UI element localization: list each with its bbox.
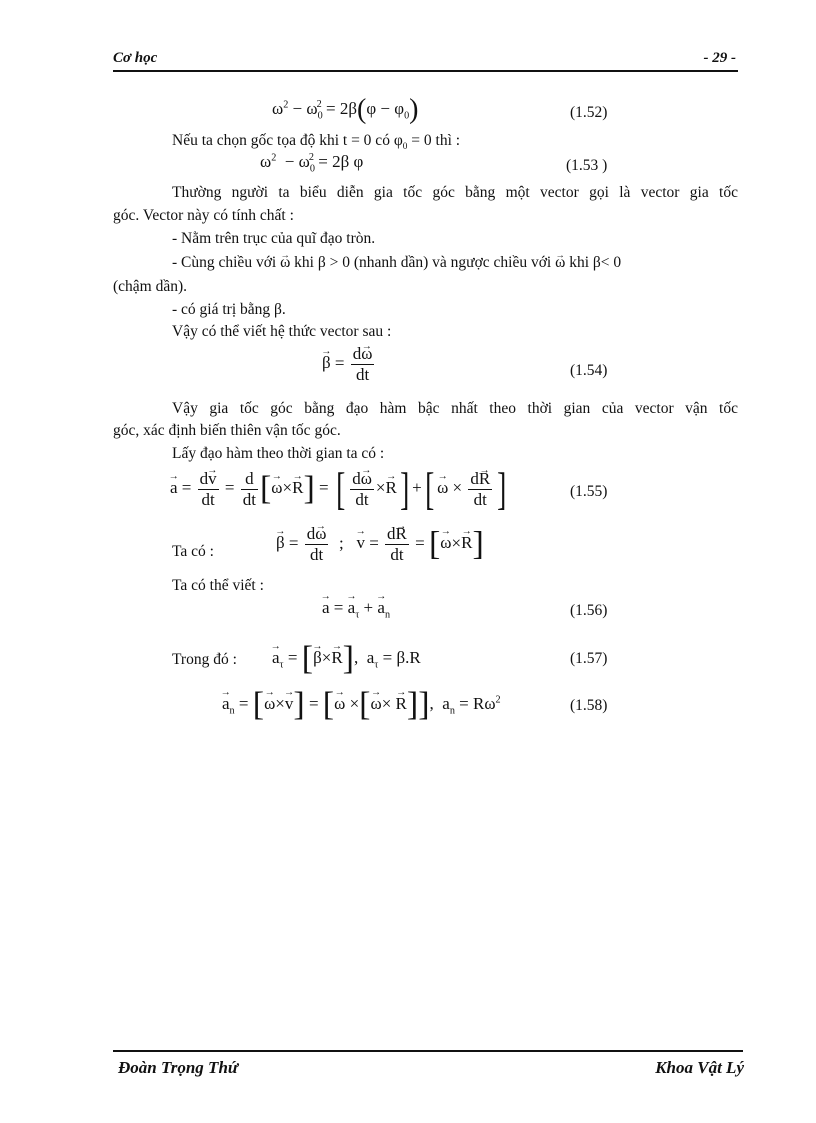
equation-1-54: → β = $\frac{d\to \omega}{dt}$ [322,344,376,385]
label-ta-co: Ta có : [172,543,214,560]
equation-1-57: → $a_\tau$ = [→ β×→ R], $a_\tau = \beta.R$ [272,642,421,676]
equation-number: (1.54) [570,362,608,379]
equation-1-52: $\omega^2 - \omega_0^2 = 2\beta(\varphi - \varphi_0)$ [272,94,419,125]
paragraph: Vậy gia tốc góc bằng đạo hàm bậc nhất theo thời gian của vector vận tốc [172,400,738,417]
paragraph-cont: góc, xác định biến thiên vận tốc góc. [113,422,341,439]
label-trong-do: Trong đó : [172,651,237,668]
paragraph-vector-def-cont: góc. Vector này có tính chất : [113,207,294,224]
header-title: Cơ học [113,50,158,66]
paragraph: Lấy đạo hàm theo thời gian ta có : [172,445,385,462]
equation-number: (1.56) [570,602,608,619]
paragraph-origin: Nếu ta chọn gốc tọa độ khi t = 0 có $\varphi_0 = 0$ thì : [172,132,461,153]
equation-number: (1.58) [570,697,608,714]
bullet-item: - Cùng chiều với → ω khi β > 0 (nhanh dần) và ngược chiều với → ω khi β< 0 [172,253,621,273]
footer-department: Khoa Vật Lý [655,1058,744,1077]
header-rule [113,70,738,72]
equation-number: (1.52) [570,104,608,121]
equation-1-56: → a = → $a_\tau$ + → $a_n$ [322,598,390,620]
bullet-item-cont: (chậm dần). [113,278,188,295]
equation-1-53: $\omega^2 - \omega_0^2 = 2\beta$ φ [260,152,364,175]
equation-1-58: → $a_n$ = [→ ω×→ v] = [→ ω ×[→ ω× → R]], $a_n = R\omega^2$ [222,688,501,722]
equation-number: (1.53 ) [566,157,608,174]
equation-1-55: → a = $\frac{d\to v}{dt}$ = $\frac{d}{dt}$ [→ ω×→ R] = [ $\frac{d\to \omega}{dt}$ ×→ R] +[→ ω × $\frac{d\to R}{dt}$ ] [170,466,510,512]
equation-number: (1.55) [570,483,608,500]
bullet-item: - Nằm trên trục của quĩ đạo tròn. [172,230,376,247]
bullet-item: - có giá trị bằng β. [172,301,286,318]
label-ta-co-the-viet: Ta có thể viết : [172,577,264,594]
footer-author: Đoàn Trọng Thứ [118,1058,239,1077]
equation-number: (1.57) [570,650,608,667]
page-number: - 29 - [703,50,736,66]
footer-rule [113,1050,743,1052]
paragraph-vector-def: Thường người ta biểu diễn gia tốc góc bằng một vector gọi là vector gia tốc [172,184,738,201]
equation-beta-v: → β = $\frac{d\to \omega}{dt}$ ; → v = $\frac{d\to R}{dt}$ = [→ ω×→ R] [276,524,484,565]
paragraph: Vậy có thể viết hệ thức vector sau : [172,323,392,340]
